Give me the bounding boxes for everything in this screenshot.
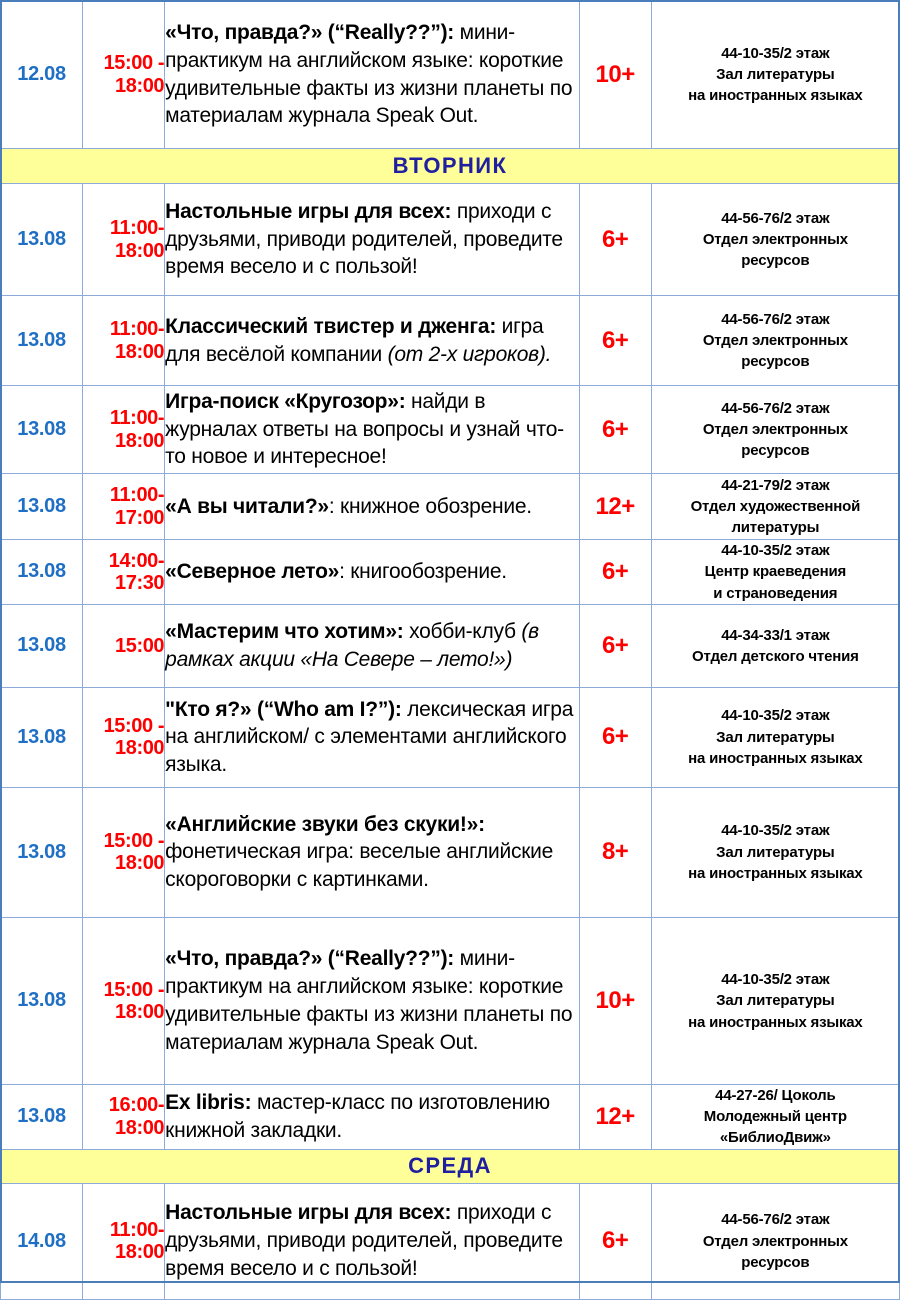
event-date: 13.08: [1, 474, 83, 540]
table-row: [1, 1183, 900, 1299]
event-location: [651, 1183, 899, 1299]
event-description: «А вы читали?»: книжное обозрение.: [165, 474, 579, 540]
event-time-line: 18:00: [115, 737, 165, 760]
event-description: Игра-поиск «Кругозор»: найди в журналах ответы на вопросы и узнай что-то новое и интересное!: [165, 386, 579, 474]
event-location-line: Зал литературы: [716, 728, 835, 746]
event-date: 13.08: [1, 917, 83, 1084]
event-time-line: 18:00: [115, 239, 165, 262]
age-rating-badge: 6+: [579, 296, 651, 386]
event-time-line: 18:00: [115, 1000, 165, 1023]
day-banner-label: ВТОРНИК: [1, 149, 900, 184]
event-time-line: 15:00 -: [103, 715, 165, 737]
event-location: [651, 386, 899, 474]
event-location-line: Зал литературы: [716, 992, 835, 1010]
event-time-line: 15:00: [115, 634, 165, 657]
event-date: 13.08: [1, 687, 83, 787]
event-date: 14.08: [1, 1183, 83, 1299]
event-time: [83, 1084, 165, 1149]
event-description: «Что, правда?» (“Really??”): мини-практикум на английском языке: короткие удивительные факты из жизни планеты по материалам журнала Speak Out.: [165, 1, 579, 149]
event-location-line: Центр краеведения: [704, 563, 847, 581]
event-location-line: и страноведения: [713, 584, 838, 602]
event-description: Настольные игры для всех: приходи с друзьями, приводи родителей, проведите время весело и с пользой!: [165, 184, 579, 296]
event-time: [83, 604, 165, 687]
table-row: [1, 474, 900, 540]
event-location-line: 44-56-76/2 этаж: [721, 310, 830, 328]
event-time: [83, 1, 165, 149]
event-description: «Мастерим что хотим»: хобби-клуб (в рамках акции «На Севере – лето!»): [165, 604, 579, 687]
event-location: [651, 604, 899, 687]
event-description: «Что, правда?» (“Really??”): мини-практикум на английском языке: короткие удивительные факты из жизни планеты по материалам журнала Speak Out.: [165, 917, 579, 1084]
event-time: [83, 184, 165, 296]
event-location: [651, 296, 899, 386]
event-time: [83, 787, 165, 917]
event-location-line: 44-10-35/2 этаж: [721, 542, 830, 559]
event-location: [651, 540, 899, 605]
event-date: 13.08: [1, 386, 83, 474]
event-date: 13.08: [1, 787, 83, 917]
event-location-line: 44-21-79/2 этаж: [721, 476, 830, 494]
event-date: 12.08: [1, 1, 83, 149]
event-location-line: Зал литературы: [716, 843, 835, 861]
age-rating-badge: 12+: [579, 1084, 651, 1149]
table-row: [1, 1084, 900, 1149]
table-row: [1, 184, 900, 296]
table-row: [1, 540, 900, 605]
event-location-line: Отдел электронных: [702, 1232, 848, 1250]
event-date: 13.08: [1, 540, 83, 605]
event-location-line: Отдел художественной: [690, 497, 861, 515]
table-row: [1, 917, 900, 1084]
day-banner-label: СРЕДА: [1, 1149, 900, 1183]
age-rating-badge: 10+: [579, 1, 651, 149]
event-location: [651, 917, 899, 1084]
event-location-line: литературы: [731, 519, 820, 537]
age-rating-badge: 12+: [579, 474, 651, 540]
event-date: 13.08: [1, 296, 83, 386]
event-location-line: на иностранных языках: [688, 750, 863, 768]
event-time: [83, 687, 165, 787]
event-time-line: 11:00-: [109, 318, 165, 341]
event-location-line: 44-27-26/ Цоколь: [715, 1086, 836, 1104]
event-description: «Северное лето»: книгообозрение.: [165, 540, 579, 605]
event-time-line: 15:00 -: [103, 830, 165, 852]
age-rating-badge: 6+: [579, 184, 651, 296]
event-location-line: Отдел электронных: [702, 331, 848, 349]
event-location-line: Молодежный центр: [703, 1108, 847, 1126]
event-time-line: 18:00: [115, 74, 165, 97]
event-time: [83, 1183, 165, 1299]
event-location-line: Отдел электронных: [702, 420, 848, 438]
event-location-line: 44-34-33/1 этаж: [721, 626, 830, 644]
event-location-line: 44-10-35/2 этаж: [721, 44, 830, 62]
age-rating-badge: 6+: [579, 540, 651, 605]
age-rating-badge: 6+: [579, 604, 651, 687]
event-location-line: Зал литературы: [716, 65, 835, 83]
event-time: [83, 386, 165, 474]
event-location-line: на иностранных языках: [688, 87, 863, 105]
event-location-line: Отдел электронных: [702, 230, 848, 248]
event-location: [651, 184, 899, 296]
event-location-line: на иностранных языках: [688, 1013, 863, 1031]
event-time-line: 18:00: [115, 852, 165, 875]
event-location: [651, 474, 899, 540]
event-date: 13.08: [1, 604, 83, 687]
event-location: [651, 687, 899, 787]
event-location-line: на иностранных языках: [688, 865, 863, 883]
event-date: 13.08: [1, 184, 83, 296]
event-location-line: 44-10-35/2 этаж: [721, 822, 830, 840]
event-location-line: «БиблиоДвиж»: [719, 1129, 831, 1147]
event-time: [83, 474, 165, 540]
event-description: "Кто я?» (“Who am I?”): лексическая игра на английском/ с элементами английского языка.: [165, 687, 579, 787]
event-time: [83, 917, 165, 1084]
event-date: 13.08: [1, 1084, 83, 1149]
event-time-line: 18:00: [115, 340, 165, 363]
event-time: [83, 540, 165, 605]
event-time-line: 14:00-: [108, 549, 165, 572]
event-location-line: ресурсов: [741, 1253, 810, 1271]
event-time-line: 17:30: [115, 571, 165, 594]
age-rating-badge: 6+: [579, 386, 651, 474]
event-location-line: 44-10-35/2 этаж: [721, 970, 830, 988]
age-rating-badge: 6+: [579, 1183, 651, 1299]
event-time: [83, 296, 165, 386]
event-description: «Английские звуки без скуки!»: фонетическая игра: веселые английские скороговорки с картинками.: [165, 787, 579, 917]
event-time-line: 11:00-: [109, 407, 165, 430]
event-time-line: 15:00 -: [103, 52, 165, 75]
event-description: Ex libris: мастер-класс по изготовлению книжной закладки.: [165, 1084, 579, 1149]
event-location-line: Отдел детского чтения: [692, 647, 859, 665]
age-rating-badge: 6+: [579, 687, 651, 787]
event-time-line: 15:00 -: [103, 978, 165, 1001]
event-time-line: 16:00-: [108, 1094, 165, 1117]
event-time-line: 11:00-: [109, 484, 165, 507]
event-description: Классический твистер и дженга: игра для весёлой компании (от 2-х игроков).: [165, 296, 579, 386]
table-row: [1, 296, 900, 386]
event-location-line: ресурсов: [741, 353, 810, 371]
table-row: [1, 604, 900, 687]
day-banner-row: [1, 149, 900, 184]
table-row: [1, 1, 900, 149]
event-location-line: 44-56-76/2 этаж: [721, 209, 830, 227]
event-location: [651, 1084, 899, 1149]
event-time-line: 18:00: [115, 1116, 165, 1139]
event-location: [651, 1, 899, 149]
event-description: Настольные игры для всех: приходи с друзьями, приводи родителей, проведите время весело и с пользой!: [165, 1183, 579, 1299]
table-row: [1, 787, 900, 917]
event-location: [651, 787, 899, 917]
event-time-line: 11:00-: [109, 1218, 165, 1241]
event-location-line: ресурсов: [741, 442, 810, 460]
age-rating-badge: 10+: [579, 917, 651, 1084]
event-time-line: 17:00: [115, 506, 165, 529]
day-banner-row: [1, 1149, 900, 1183]
event-time-line: 18:00: [115, 429, 165, 452]
event-location-line: 44-10-35/2 этаж: [721, 707, 830, 725]
event-time-line: 18:00: [115, 1241, 165, 1264]
event-location-line: 44-56-76/2 этаж: [721, 1211, 830, 1229]
event-location-line: ресурсов: [741, 252, 810, 270]
table-row: [1, 386, 900, 474]
age-rating-badge: 8+: [579, 787, 651, 917]
event-time-line: 11:00-: [109, 217, 165, 240]
event-location-line: 44-56-76/2 этаж: [721, 399, 830, 417]
table-row: [1, 687, 900, 787]
